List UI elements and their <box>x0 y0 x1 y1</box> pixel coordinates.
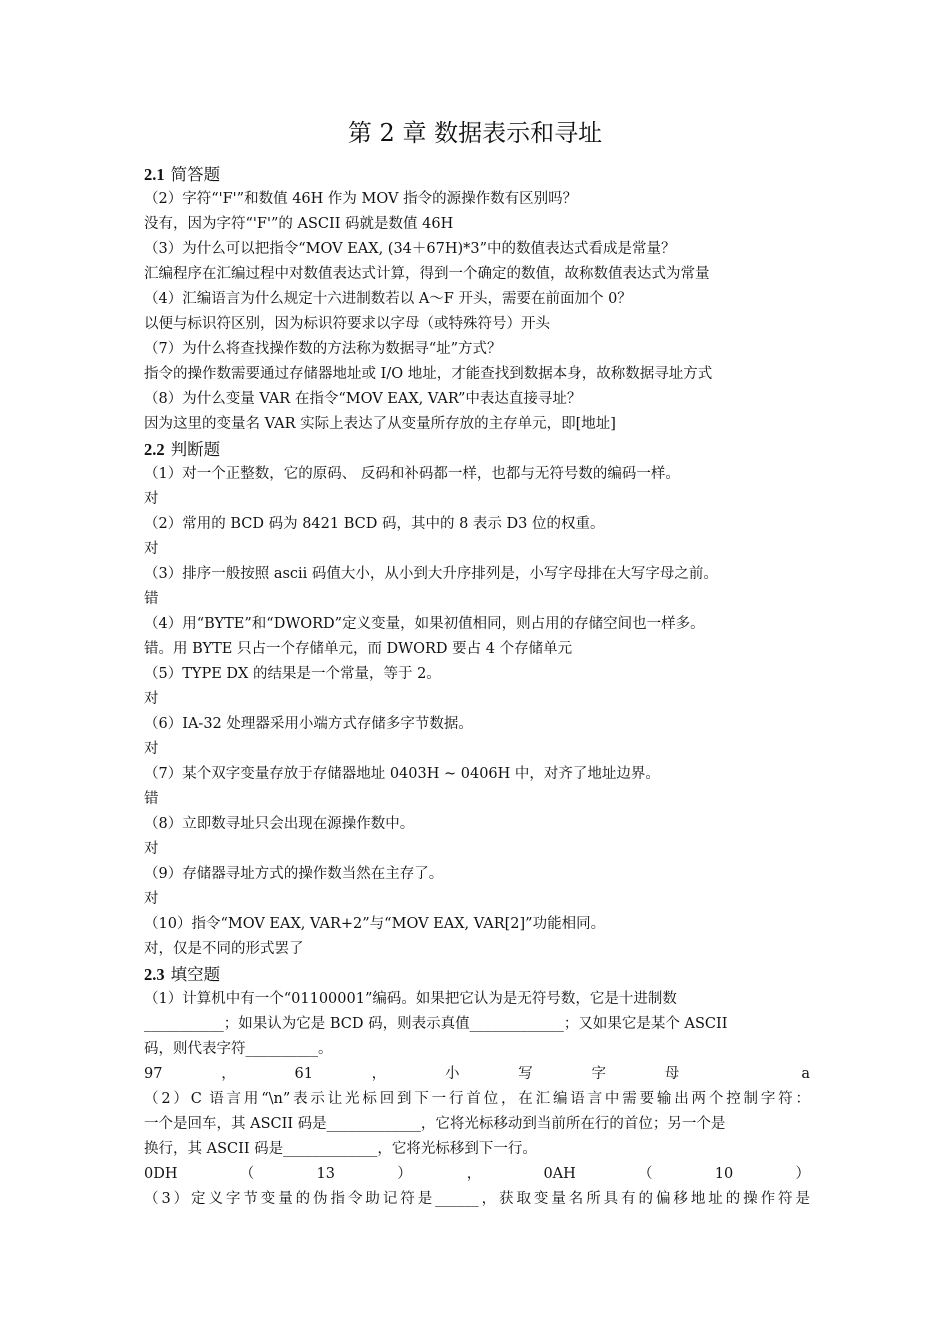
text-line: 对 <box>144 741 159 757</box>
text-line: （2）常用的 BCD 码为 8421 BCD 码，其中的 8 表示 D3 位的权重。 <box>144 516 605 532</box>
text-line: （3）排序一般按照 ascii 码值大小，从小到大升序排列是，小写字母排在大写字母之前。 <box>144 566 718 582</box>
section-label: 判断题 <box>170 440 221 459</box>
text-line: 换行，其 ASCII 码是_____________，它将光标移到下一行。 <box>144 1141 537 1157</box>
text-line: 对 <box>144 691 159 707</box>
text-line: 因为这里的变量名 VAR 实际上表达了从变量所存放的主存单元，即[地址] <box>144 416 616 432</box>
text-line: （3）定义字节变量的伪指令助记符是______，获取变量名所具有的偏移地址的操作符是 <box>144 1191 810 1207</box>
text-line: ___________；如果认为它是 BCD 码，则表示真值_____________；又如果它是某个 ASCII <box>144 1016 728 1032</box>
section-number: 2.1 <box>144 165 165 184</box>
text-line: （5）TYPE DX 的结果是一个常量，等于 2。 <box>144 666 441 682</box>
text-line: 97，61，小写字母 a <box>144 1066 810 1082</box>
text-line: 错 <box>144 591 159 607</box>
text-line: 错。用 BYTE 只占一个存储单元，而 DWORD 要占 4 个存储单元 <box>144 641 573 657</box>
text-line: （3）为什么可以把指令“MOV EAX, (34＋67H)*3”中的数值表达式看成是常量？ <box>144 241 676 257</box>
text-line: （8）立即数寻址只会出现在源操作数中。 <box>144 816 415 832</box>
text-line: 码，则代表字符__________。 <box>144 1041 333 1057</box>
text-line: （10）指令“MOV EAX, VAR+2”与“MOV EAX, VAR[2]”功能相同。 <box>144 916 606 932</box>
text-line: 对 <box>144 891 159 907</box>
section-label: 填空题 <box>170 965 221 984</box>
text-line: 汇编程序在汇编过程中对数值表达式计算，得到一个确定的数值，故称数值表达式为常量 <box>144 266 710 282</box>
text-line: （6）IA-32 处理器采用小端方式存储多字节数据。 <box>144 716 473 732</box>
text-line: （2）字符“'F'”和数值 46H 作为 MOV 指令的源操作数有区别吗？ <box>144 191 578 207</box>
text-line: 对 <box>144 491 159 507</box>
text-line: 0DH（13），0AH（10） <box>144 1166 810 1182</box>
section-heading <box>144 962 810 987</box>
text-line: （4）汇编语言为什么规定十六进制数若以 A～F 开头，需要在前面加个 0？ <box>144 291 632 307</box>
section-label: 简答题 <box>170 165 221 184</box>
section-number: 2.3 <box>144 965 165 984</box>
text-line: 对 <box>144 841 159 857</box>
text-line: 一个是回车，其 ASCII 码是_____________，它将光标移动到当前所在行的首位；另一个是 <box>144 1116 726 1132</box>
text-line: （1）计算机中有一个“01100001”编码。如果把它认为是无符号数，它是十进制数 <box>144 991 677 1007</box>
text-line: 错 <box>144 791 159 807</box>
text-line: （8）为什么变量 VAR 在指令“MOV EAX, VAR”中表达直接寻址？ <box>144 391 582 407</box>
section-heading <box>144 162 810 187</box>
text-line: （9）存储器寻址方式的操作数当然在主存了。 <box>144 866 444 882</box>
text-line: （2）C 语言用“\n”表示让光标回到下一行首位，在汇编语言中需要输出两个控制字符： <box>144 1091 810 1107</box>
text-line: 对，仅是不同的形式罢了 <box>144 941 304 957</box>
chapter-title: 第 2 章 数据表示和寻址 <box>347 119 603 147</box>
section-number: 2.2 <box>144 440 165 459</box>
text-line: （7）某个双字变量存放于存储器地址 0403H ~ 0406H 中，对齐了地址边界。 <box>144 766 660 782</box>
text-line: 对 <box>144 541 159 557</box>
text-line: （4）用“BYTE”和“DWORD”定义变量，如果初值相同，则占用的存储空间也一样多。 <box>144 616 705 632</box>
text-line: 没有，因为字符“'F'”的 ASCII 码就是数值 46H <box>144 216 454 232</box>
section-heading <box>144 437 810 462</box>
text-line: 指令的操作数需要通过存储器地址或 I/O 地址，才能查找到数据本身，故称数据寻址方式 <box>144 366 713 382</box>
text-line: （1）对一个正整数，它的原码、 反码和补码都一样，也都与无符号数的编码一样。 <box>144 466 680 482</box>
text-line: 以便与标识符区别，因为标识符要求以字母（或特殊符号）开头 <box>144 316 550 332</box>
text-line: （7）为什么将查找操作数的方法称为数据寻“址”方式？ <box>144 341 502 357</box>
